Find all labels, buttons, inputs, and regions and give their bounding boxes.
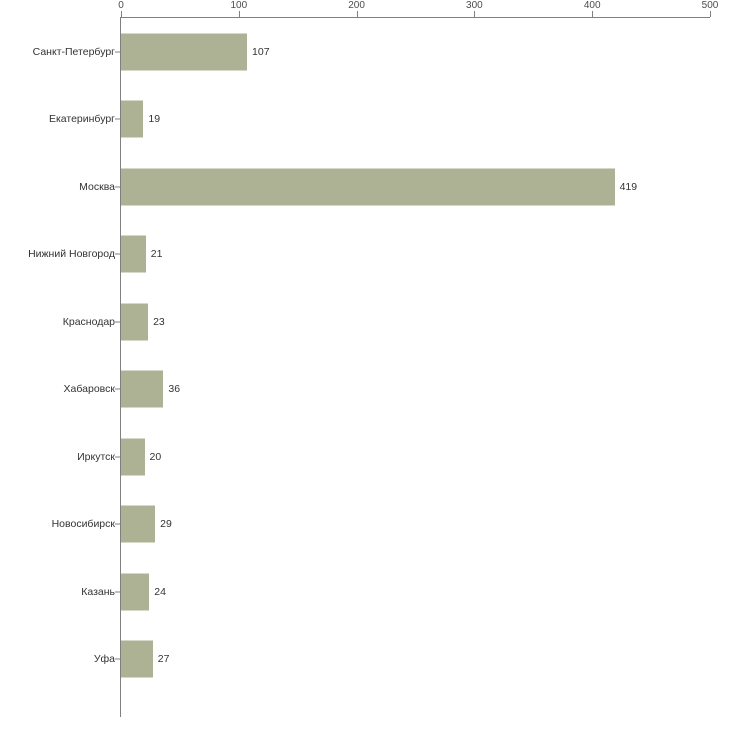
x-tick bbox=[121, 11, 122, 17]
y-tick bbox=[115, 254, 120, 255]
x-tick bbox=[239, 11, 240, 17]
y-tick bbox=[115, 591, 120, 592]
bar[interactable] bbox=[121, 101, 143, 138]
y-tick bbox=[115, 456, 120, 457]
bar-row bbox=[0, 153, 730, 221]
x-tick-label: 100 bbox=[230, 0, 248, 11]
bar[interactable] bbox=[121, 303, 148, 340]
x-tick bbox=[474, 11, 475, 17]
bar-row bbox=[0, 626, 730, 694]
y-tick bbox=[115, 51, 120, 52]
x-tick-label: 500 bbox=[701, 0, 719, 11]
bar-value-label: 24 bbox=[154, 585, 166, 598]
bar[interactable] bbox=[121, 438, 145, 475]
category-label: Уфа bbox=[93, 653, 115, 666]
bar-value-label: 27 bbox=[157, 653, 170, 666]
bar-value-label: 21 bbox=[150, 248, 163, 261]
bar[interactable] bbox=[121, 573, 149, 610]
category-label: Екатеринбург bbox=[48, 113, 115, 126]
bar[interactable] bbox=[121, 33, 247, 70]
y-tick bbox=[115, 524, 120, 525]
y-tick bbox=[115, 389, 120, 390]
y-tick bbox=[115, 186, 120, 187]
category-label: Казань bbox=[81, 585, 115, 598]
x-tick-label: 300 bbox=[466, 0, 483, 11]
y-tick bbox=[115, 659, 120, 660]
y-tick bbox=[115, 119, 120, 120]
x-tick-label: 400 bbox=[583, 0, 601, 11]
bar-row bbox=[0, 288, 730, 356]
bar-row bbox=[0, 356, 730, 424]
y-tick bbox=[115, 321, 120, 322]
x-tick-label: 0 bbox=[118, 0, 124, 11]
bar[interactable] bbox=[121, 641, 153, 678]
bar[interactable] bbox=[121, 168, 615, 205]
category-label: Иркутск bbox=[77, 450, 115, 463]
x-tick-label: 200 bbox=[348, 0, 365, 11]
x-tick bbox=[592, 11, 593, 17]
bar-row bbox=[0, 491, 730, 559]
bar-row bbox=[0, 221, 730, 289]
category-label: Санкт-Петербург bbox=[32, 45, 115, 58]
bar[interactable] bbox=[121, 371, 163, 408]
category-label: Хабаровск bbox=[63, 383, 115, 396]
category-label: Нижний Новгород bbox=[28, 248, 115, 261]
bar-row bbox=[0, 86, 730, 154]
x-tick bbox=[357, 11, 358, 17]
bar-row bbox=[0, 558, 730, 626]
bar-value-label: 419 bbox=[619, 180, 638, 193]
bar-value-label: 19 bbox=[148, 113, 161, 126]
category-label: Москва bbox=[79, 180, 115, 193]
bar-row bbox=[0, 423, 730, 491]
x-tick bbox=[710, 11, 711, 17]
bar-value-label: 20 bbox=[149, 450, 162, 463]
bar-value-label: 36 bbox=[168, 383, 181, 396]
bar-value-label: 23 bbox=[153, 315, 165, 328]
bar[interactable] bbox=[121, 506, 155, 543]
bar-row bbox=[0, 18, 730, 86]
category-label: Краснодар bbox=[62, 315, 115, 328]
category-label: Новосибирск bbox=[51, 518, 115, 531]
bar-value-label: 29 bbox=[160, 518, 172, 531]
bar-value-label: 107 bbox=[252, 45, 270, 58]
bar[interactable] bbox=[121, 236, 146, 273]
